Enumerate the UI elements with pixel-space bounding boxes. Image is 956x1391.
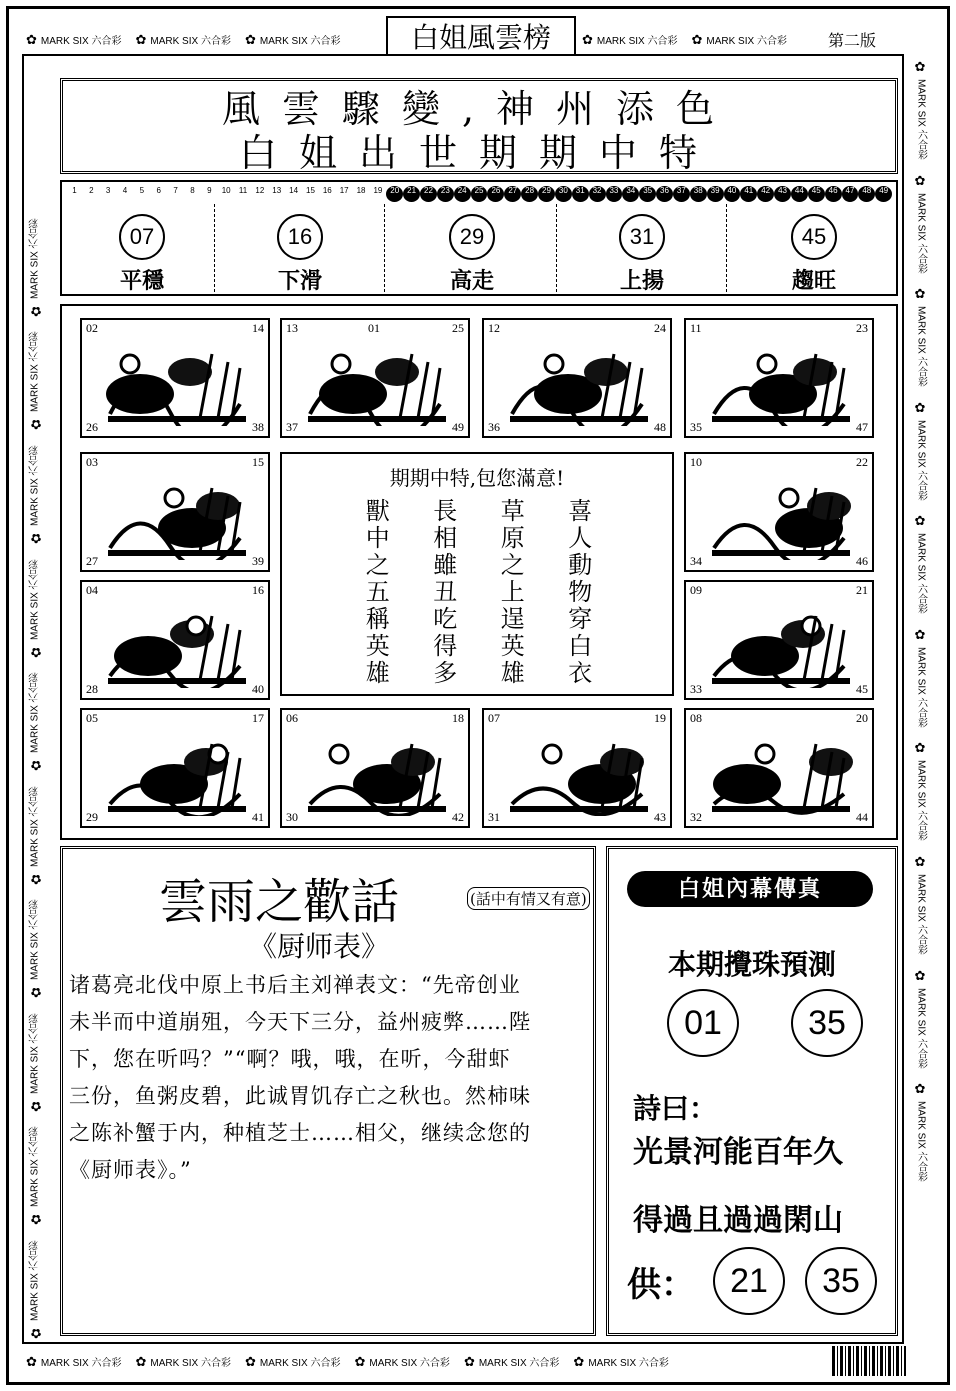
ink-painting-illustration — [300, 724, 454, 816]
card-number: 06 — [286, 711, 298, 725]
poem-char: 之 — [500, 551, 525, 579]
poem-char: 動 — [568, 551, 593, 579]
watermark-item: ✿ MARK SIX 六合彩 — [27, 331, 43, 432]
poem-char: 原 — [500, 524, 525, 552]
flower-icon: ✿ — [27, 1325, 43, 1340]
number-tick: 3 — [105, 186, 111, 195]
number-tick: 6 — [156, 186, 161, 195]
ink-painting-illustration — [704, 596, 858, 688]
card-number: 34 — [690, 554, 702, 568]
watermark-item: ✿ MARK SIX 六合彩 — [913, 287, 929, 387]
number-tick: 7 — [173, 186, 178, 195]
card-number: 37 — [286, 420, 298, 434]
page-title: 白姐風雲榜 — [386, 16, 576, 56]
flower-icon: ✿ — [913, 855, 929, 871]
card-number: 42 — [452, 810, 464, 824]
flower-icon: ✿ — [26, 31, 37, 47]
center-heading: 期期中特,包您滿意! — [389, 466, 565, 490]
number-tick: 44 — [791, 186, 808, 202]
card-number: 30 — [286, 810, 298, 824]
flower-icon: ✿ — [27, 1211, 43, 1227]
watermark-item: ✿ MARK SIX 六合彩 — [135, 1353, 231, 1369]
card-number: 41 — [252, 810, 264, 824]
pick-number: 29 — [449, 214, 495, 260]
pick-item — [62, 214, 222, 295]
card-number: 43 — [654, 810, 666, 824]
watermark-strip-left — [26, 60, 44, 1340]
card-number: 15 — [252, 455, 264, 469]
ink-painting-illustration — [100, 724, 254, 816]
pick-label: 高走 — [449, 268, 494, 294]
painting-card — [80, 580, 270, 700]
number-tick: 23 — [437, 186, 454, 202]
number-tick: 5 — [139, 186, 145, 195]
flower-icon: ✿ — [27, 302, 43, 318]
flower-icon: ✿ — [27, 529, 43, 545]
card-number: 18 — [452, 711, 464, 725]
poem-char: 雄 — [500, 659, 525, 687]
poem-char: 吃 — [433, 605, 458, 633]
flower-icon: ✿ — [913, 741, 929, 757]
watermark-item: ✿ MARK SIX 六合彩 — [913, 741, 929, 842]
supply-number: 35 — [805, 1247, 877, 1315]
watermark-item: ✿ MARK SIX 六合彩 — [913, 173, 929, 274]
poem-char: 上 — [500, 578, 525, 606]
headline-banner — [60, 78, 898, 174]
number-tick: 4 — [122, 186, 128, 195]
card-number: 48 — [654, 420, 666, 434]
ink-painting-illustration — [502, 724, 656, 816]
watermark-item: ✿ MARK SIX 六合彩 — [26, 1353, 122, 1369]
number-tick: 37 — [673, 186, 690, 202]
poem-char: 稱 — [365, 605, 390, 633]
watermark-strip-right — [912, 60, 930, 1340]
number-tick: 12 — [255, 186, 265, 195]
card-number: 49 — [452, 420, 464, 434]
headline-line-2: 白姐出世期期中特 — [238, 131, 719, 175]
poem-char: 草 — [500, 497, 525, 525]
poem-char: 中 — [365, 524, 390, 552]
poem-char: 白 — [568, 632, 593, 660]
card-number: 14 — [252, 321, 264, 335]
watermark-item: ✿ MARK SIX 六合彩 — [26, 31, 122, 47]
poem-char: 人 — [568, 524, 593, 552]
watermark-item: ✿ MARK SIX 六合彩 — [135, 31, 231, 47]
number-tick: 31 — [572, 186, 589, 202]
card-number: 10 — [690, 455, 702, 469]
card-number: 21 — [856, 583, 868, 597]
card-number: 33 — [690, 682, 702, 696]
pick-label: 上揚 — [619, 268, 664, 294]
insider-banner: 白姐內幕傳真 — [627, 871, 873, 907]
card-number: 46 — [856, 554, 868, 568]
number-tick: 40 — [724, 186, 741, 202]
ink-painting-illustration — [100, 468, 254, 560]
pick-label: 下滑 — [277, 268, 322, 294]
number-tick: 48 — [858, 186, 875, 202]
ink-painting-illustration — [100, 596, 254, 688]
painting-card — [684, 452, 874, 572]
flower-icon: ✿ — [27, 1097, 43, 1113]
watermark-item: ✿ MARK SIX 六合彩 — [354, 1353, 450, 1369]
number-tick: 11 — [238, 186, 248, 195]
barcode — [832, 1346, 906, 1376]
prediction-number: 01 — [667, 989, 739, 1057]
pick-number: 45 — [791, 214, 837, 260]
card-number: 29 — [86, 810, 98, 824]
headline-line-1: 風雲驟變,神州添色 — [221, 87, 737, 131]
card-number: 16 — [252, 583, 264, 597]
ink-painting-illustration — [704, 724, 858, 816]
card-number: 05 — [86, 711, 98, 725]
story-line: 诸葛亮北伐中原上书后主刘禅表文：“先帝创业 — [69, 973, 521, 997]
watermark-item: ✿ MARK SIX 六合彩 — [582, 31, 678, 47]
pick-number: 07 — [119, 214, 165, 260]
watermark-item: ✿ MARK SIX 六合彩 — [913, 855, 929, 955]
card-number: 11 — [690, 321, 702, 335]
flower-icon: ✿ — [27, 984, 43, 1000]
number-tick: 30 — [555, 186, 572, 202]
number-tick: 46 — [825, 186, 842, 202]
number-tick: 19 — [373, 186, 383, 195]
story-subtitle: 《厨师表》 — [249, 930, 390, 963]
card-number: 01 — [368, 321, 380, 335]
number-tick: 20 — [386, 186, 403, 202]
number-tick: 45 — [808, 186, 825, 202]
prediction-number: 35 — [791, 989, 863, 1057]
story-line: 《厨师表》。” — [69, 1158, 192, 1182]
card-number: 38 — [252, 420, 264, 434]
flower-icon: ✿ — [135, 1353, 147, 1369]
card-number: 31 — [488, 810, 500, 824]
poem-line-1: 光景河能百年久 — [633, 1135, 843, 1170]
number-tick: 35 — [639, 186, 656, 202]
watermark-item: ✿ MARK SIX 六合彩 — [27, 672, 43, 773]
watermark-item: ✿ MARK SIX 六合彩 — [913, 514, 929, 614]
card-number: 36 — [488, 420, 500, 434]
card-number: 17 — [252, 711, 264, 725]
flower-icon: ✿ — [573, 1353, 585, 1369]
card-number: 13 — [286, 321, 298, 335]
number-tick: 28 — [521, 186, 538, 202]
card-number: 47 — [856, 420, 868, 434]
watermark-item: ✿ MARK SIX 六合彩 — [691, 31, 787, 47]
poem-char: 長 — [433, 497, 458, 525]
edition-label: 第二版 — [828, 31, 877, 50]
card-number: 19 — [654, 711, 666, 725]
number-tick: 29 — [538, 186, 555, 202]
number-tick: 1 — [72, 186, 77, 195]
poem-char: 獸 — [365, 497, 390, 525]
poem-char: 雖 — [433, 551, 458, 579]
ink-painting-illustration — [502, 334, 656, 426]
number-panel — [60, 180, 898, 296]
flower-icon: ✿ — [913, 514, 929, 530]
number-tick: 24 — [454, 186, 471, 202]
number-tick: 26 — [487, 186, 504, 202]
flower-icon: ✿ — [135, 31, 147, 47]
pick-item — [220, 214, 380, 295]
card-number: 09 — [690, 583, 702, 597]
number-tick: 14 — [289, 186, 299, 195]
number-tick: 39 — [707, 186, 724, 202]
number-tick: 21 — [403, 186, 420, 202]
story-line: 之陈补蟹于内，种植芝士……相父，继续念您的 — [69, 1121, 531, 1145]
poem-char: 得 — [433, 632, 458, 660]
painting-card — [684, 708, 874, 828]
panel-divider — [726, 204, 727, 292]
watermark-item: ✿ MARK SIX 六合彩 — [244, 31, 341, 47]
card-number: 04 — [86, 583, 98, 597]
painting-card — [80, 708, 270, 828]
card-number: 45 — [856, 682, 868, 696]
card-number: 22 — [856, 455, 868, 469]
pick-label: 平穩 — [119, 268, 164, 294]
watermark-item: ✿ MARK SIX 六合彩 — [913, 60, 929, 160]
card-number: 27 — [86, 554, 98, 568]
number-tick: 49 — [875, 186, 892, 202]
poem-char: 多 — [433, 659, 458, 687]
story-line: 下，您在听吗？”“啊？哦，哦，在听，今甜虾 — [69, 1047, 511, 1071]
watermark-strip-top-right — [582, 30, 822, 48]
number-tick: 43 — [774, 186, 791, 202]
watermark-item: ✿ MARK SIX 六合彩 — [27, 1126, 43, 1227]
number-tick: 17 — [339, 186, 349, 195]
pick-number: 31 — [619, 214, 665, 260]
painting-card — [80, 318, 270, 438]
painting-card — [80, 452, 270, 572]
flower-icon: ✿ — [27, 643, 43, 659]
number-tick: 27 — [504, 186, 521, 202]
flower-icon: ✿ — [27, 416, 43, 432]
story-note: (話中有情又有意) — [467, 887, 590, 910]
poem-grid — [344, 498, 614, 687]
center-poem-box — [280, 452, 674, 696]
ink-painting-illustration — [100, 334, 254, 426]
insider-box — [606, 846, 898, 1336]
number-tick: 2 — [89, 186, 94, 195]
pick-item — [562, 214, 722, 295]
ink-painting-illustration — [300, 334, 454, 426]
pick-item — [734, 214, 894, 295]
pick-number: 16 — [277, 214, 323, 260]
poem-char: 雄 — [365, 659, 390, 687]
story-line: 三份，鱼粥皮碧，此诚胃饥存亡之秋也。然柿味 — [69, 1084, 531, 1108]
poem-char: 衣 — [568, 659, 593, 687]
number-tick: 34 — [622, 186, 639, 202]
flower-icon: ✿ — [26, 1353, 37, 1369]
watermark-item: ✿ MARK SIX 六合彩 — [913, 400, 929, 501]
poem-char: 丑 — [433, 578, 458, 606]
card-number: 28 — [86, 682, 98, 696]
panel-divider — [556, 204, 557, 292]
story-text — [69, 967, 589, 1189]
ink-painting-illustration — [704, 468, 858, 560]
watermark-item: ✿ MARK SIX 六合彩 — [463, 1353, 560, 1369]
poem-char: 喜 — [568, 497, 593, 525]
number-tick: 16 — [322, 186, 332, 195]
panel-divider — [384, 204, 385, 292]
flower-icon: ✿ — [913, 1082, 929, 1098]
watermark-item: ✿ MARK SIX 六合彩 — [913, 627, 929, 728]
card-number: 23 — [856, 321, 868, 335]
number-tick: 22 — [420, 186, 437, 202]
watermark-strip-bottom — [26, 1352, 826, 1370]
card-number: 02 — [86, 321, 98, 335]
pick-label: 趨旺 — [791, 268, 836, 294]
painting-card — [280, 708, 470, 828]
poem-char: 逞 — [500, 605, 525, 633]
flower-icon: ✿ — [463, 1353, 475, 1369]
card-number: 25 — [452, 321, 464, 335]
flower-icon: ✿ — [913, 173, 929, 189]
flower-icon: ✿ — [27, 757, 43, 773]
painting-card — [482, 318, 672, 438]
story-title: 雲雨之歡話 — [159, 874, 400, 930]
flower-icon: ✿ — [244, 31, 256, 47]
card-number: 07 — [488, 711, 500, 725]
number-tick: 25 — [471, 186, 488, 202]
number-tick: 9 — [207, 186, 212, 195]
watermark-item: ✿ MARK SIX 六合彩 — [27, 445, 43, 545]
supply-number: 21 — [713, 1247, 785, 1315]
flower-icon: ✿ — [354, 1353, 366, 1369]
painting-card — [482, 708, 672, 828]
painting-card — [684, 580, 874, 700]
poem-char: 相 — [433, 524, 458, 552]
painting-card — [280, 318, 470, 438]
poem-char: 英 — [500, 632, 525, 660]
flower-icon: ✿ — [691, 31, 703, 47]
card-number: 08 — [690, 711, 702, 725]
watermark-item: ✿ MARK SIX 六合彩 — [913, 968, 929, 1069]
number-tick: 13 — [272, 186, 282, 195]
number-tick: 8 — [190, 186, 195, 195]
watermark-strip-top-left — [26, 30, 382, 48]
flower-icon: ✿ — [913, 60, 929, 75]
card-number: 12 — [488, 321, 500, 335]
poem-char: 之 — [365, 551, 390, 579]
pick-item — [392, 214, 552, 295]
number-tick: 38 — [690, 186, 707, 202]
watermark-item: ✿ MARK SIX 六合彩 — [244, 1353, 341, 1369]
poem-char: 穿 — [568, 605, 593, 633]
flower-icon: ✿ — [913, 627, 929, 643]
poem-char: 五 — [365, 578, 390, 606]
flower-icon: ✿ — [913, 287, 929, 303]
number-tick: 42 — [757, 186, 774, 202]
painting-card — [684, 318, 874, 438]
watermark-item: ✿ MARK SIX 六合彩 — [27, 1240, 43, 1340]
prediction-heading: 本期攪珠預測 — [667, 948, 836, 981]
card-number: 03 — [86, 455, 98, 469]
poem-label: 詩曰： — [633, 1092, 718, 1125]
number-tick: 15 — [306, 186, 315, 195]
number-tick: 18 — [356, 186, 366, 195]
watermark-item: ✿ MARK SIX 六合彩 — [573, 1353, 669, 1369]
number-tick: 33 — [606, 186, 623, 202]
supply-label: 供： — [627, 1265, 695, 1305]
watermark-item: ✿ MARK SIX 六合彩 — [27, 558, 43, 659]
card-number: 32 — [690, 810, 702, 824]
poem-char: 英 — [365, 632, 390, 660]
number-tick: 32 — [589, 186, 606, 202]
number-tick: 36 — [656, 186, 673, 202]
watermark-item: ✿ MARK SIX 六合彩 — [27, 218, 43, 318]
card-number: 26 — [86, 420, 98, 434]
number-tick: 41 — [740, 186, 757, 202]
story-line: 未半而中道崩殂，今天下三分，益州疲弊……陛 — [69, 1010, 531, 1034]
watermark-item: ✿ MARK SIX 六合彩 — [27, 786, 43, 886]
card-number: 35 — [690, 420, 702, 434]
story-box — [60, 846, 596, 1336]
flower-icon: ✿ — [244, 1353, 256, 1369]
card-number: 44 — [856, 810, 868, 824]
card-number: 39 — [252, 554, 264, 568]
flower-icon: ✿ — [913, 968, 929, 984]
flower-icon: ✿ — [582, 31, 593, 47]
flower-icon: ✿ — [27, 870, 43, 886]
poem-line-2: 得過且過過閑山 — [633, 1203, 843, 1238]
number-tick-row — [66, 186, 892, 202]
number-tick: 47 — [842, 186, 859, 202]
ink-painting-illustration — [704, 334, 858, 426]
card-number: 20 — [856, 711, 868, 725]
number-tick: 10 — [221, 186, 231, 195]
watermark-item: ✿ MARK SIX 六合彩 — [27, 1013, 43, 1113]
poem-char: 物 — [568, 578, 593, 606]
card-number: 24 — [654, 321, 666, 335]
watermark-item: ✿ MARK SIX 六合彩 — [913, 1082, 929, 1182]
card-number: 40 — [252, 682, 264, 696]
flower-icon: ✿ — [913, 400, 929, 416]
watermark-item: ✿ MARK SIX 六合彩 — [27, 899, 43, 1000]
